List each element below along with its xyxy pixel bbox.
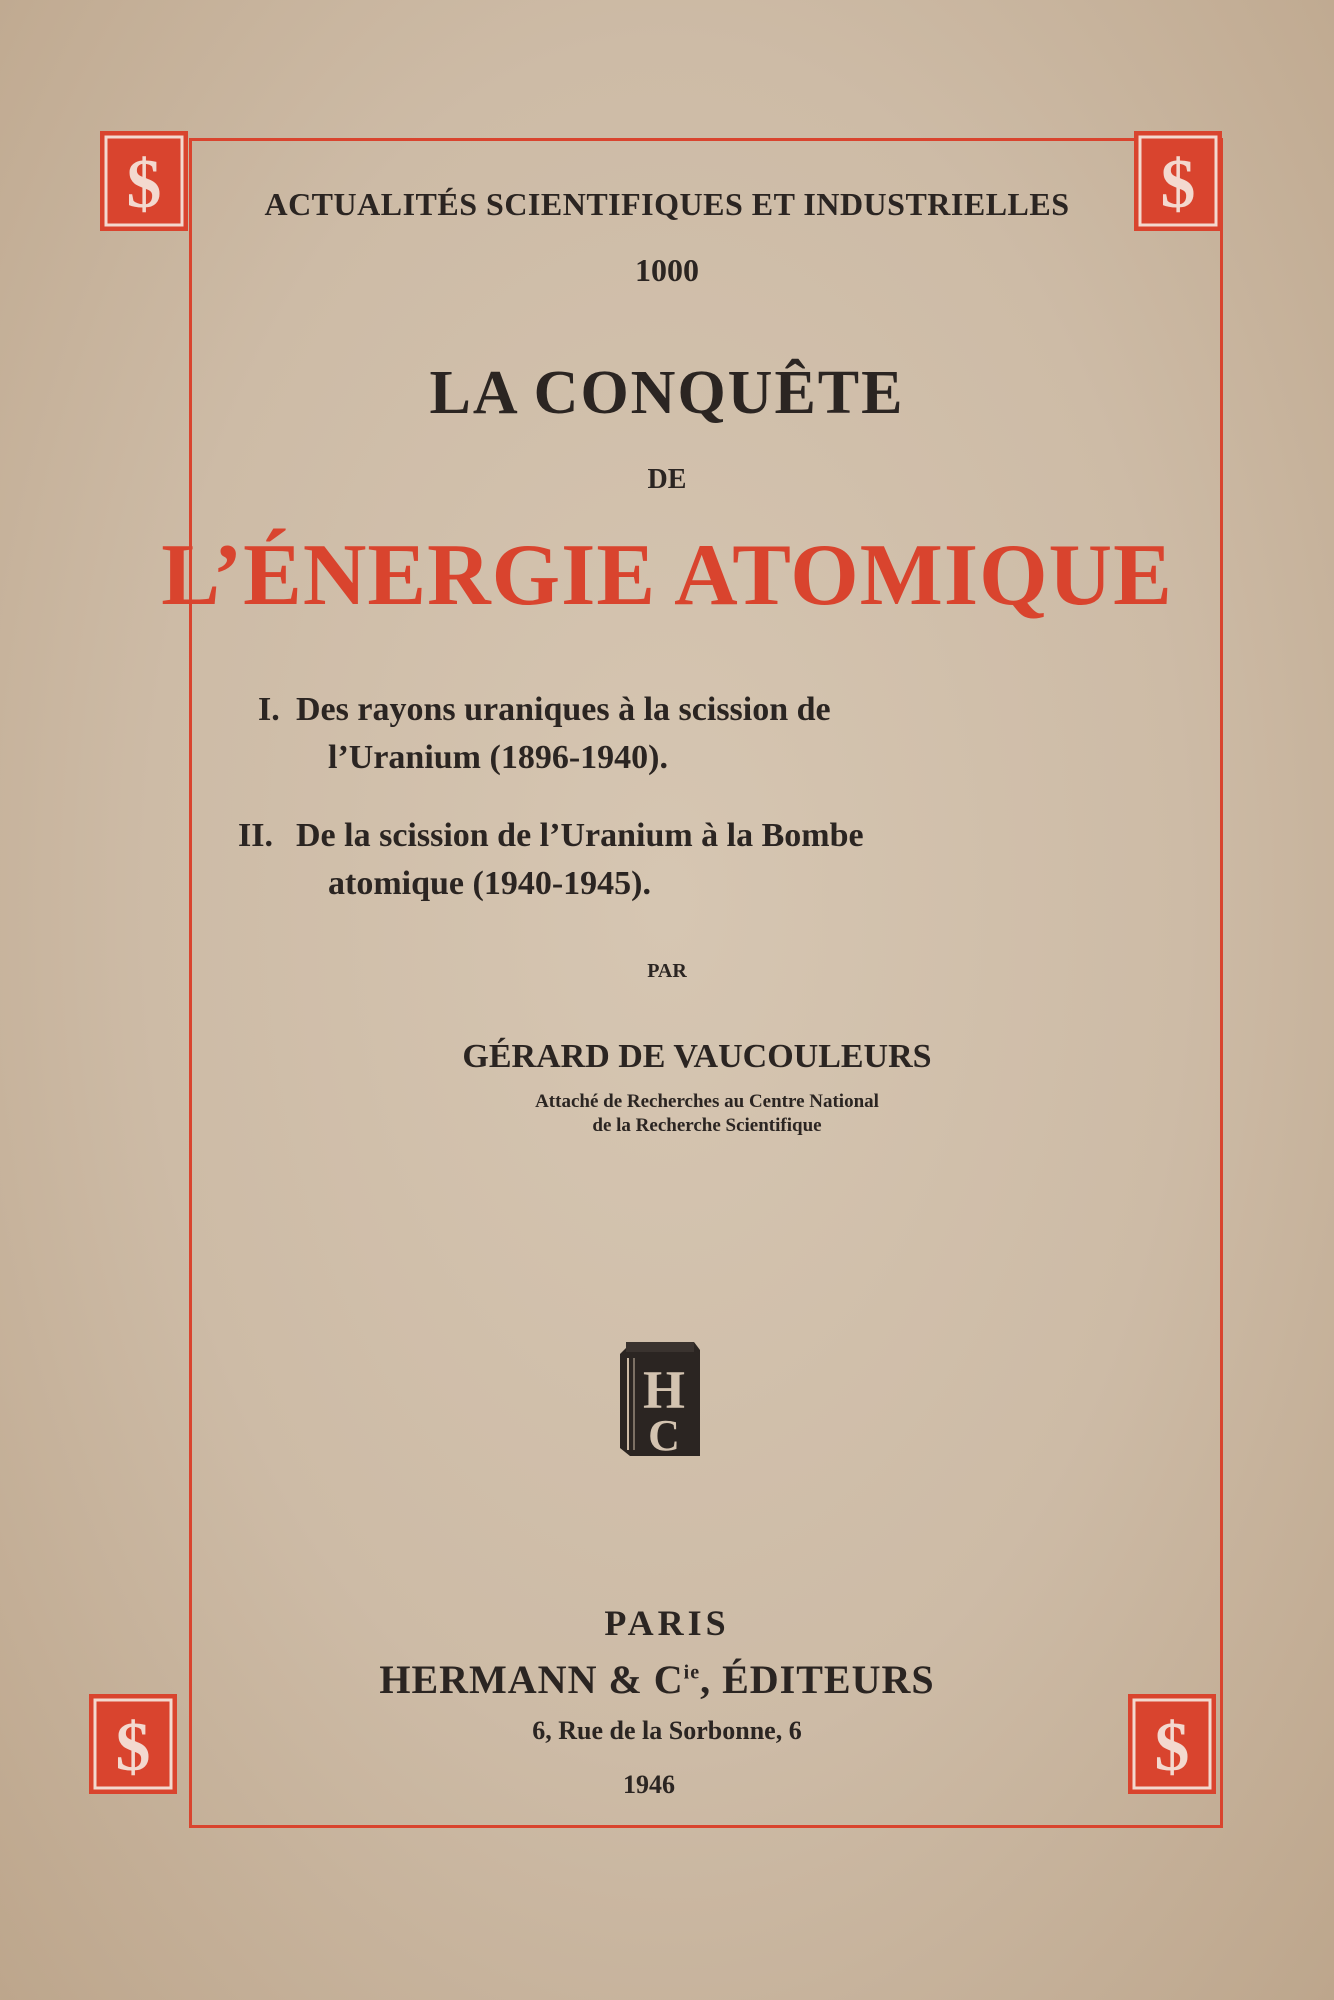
author-affiliation [40,1090,1334,1138]
part-text-continued: l’Uranium (1896-1940). [328,739,668,776]
part-text-continued: atomique (1940-1945). [328,865,651,902]
publisher-city: PARIS [604,1603,730,1643]
affiliation-line: Attaché de Recherches au Centre National [535,1091,879,1112]
svg-text:$: $ [1154,1709,1190,1786]
part-text: Des rayons uraniques à la scission de [296,691,831,728]
series-number: 1000 [635,252,699,288]
svg-text:$: $ [126,146,162,223]
svg-text:$: $ [115,1709,151,1786]
hermann-hc-monogram-icon [612,1338,704,1460]
publisher-sup: ie [683,1661,701,1684]
author-name: GÉRARD DE VAUCOULEURS [462,1038,932,1075]
publisher-address: 6, Rue de la Sorbonne, 6 [532,1716,802,1745]
publication-year: 1946 [623,1770,675,1799]
title-line-1: LA CONQUÊTE [429,359,905,427]
part-two [238,812,864,908]
part-number: I. [258,691,280,728]
affiliation-line: de la Recherche Scientifique [592,1115,822,1136]
publisher-name [0,1656,1324,1703]
title-line-2: L’ÉNERGIE ATOMIQUE [161,527,1173,624]
svg-text:H: H [642,1360,686,1420]
by-label: PAR [647,960,687,982]
publisher-end: , ÉDITEURS [700,1657,935,1702]
series-name: ACTUALITÉS SCIENTIFIQUES ET INDUSTRIELLES [264,186,1070,222]
title-connector: DE [647,464,687,495]
publisher-main: HERMANN & C [379,1657,684,1702]
part-number: II. [238,817,273,854]
svg-text:C: C [648,1411,680,1460]
svg-text:$: $ [1160,146,1196,223]
part-text: De la scission de l’Uranium à la Bombe [296,817,864,854]
part-one [258,686,831,782]
